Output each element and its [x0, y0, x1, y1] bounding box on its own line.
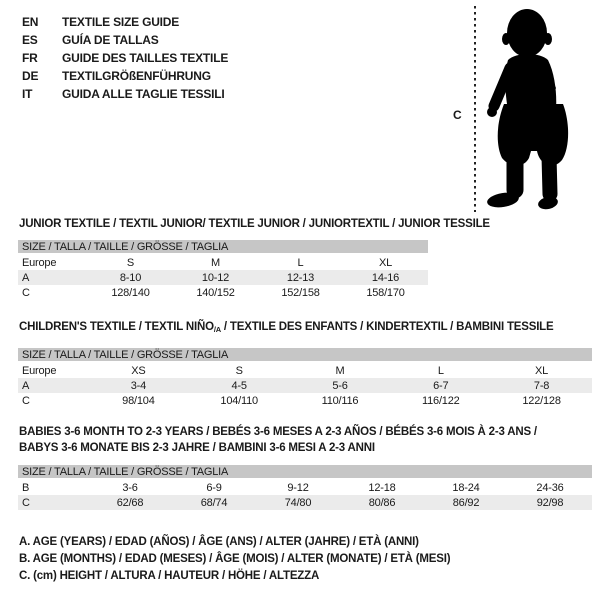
value-cell: 152/158	[281, 286, 320, 299]
language-label: GUÍA DE TALLAS	[62, 33, 159, 47]
section-title-children	[19, 321, 553, 334]
section-title-babies	[19, 424, 537, 456]
value-cell: 6-7	[433, 379, 449, 392]
language-label: GUIDA ALLE TAGLIE TESSILI	[62, 87, 225, 101]
language-code: ES	[22, 33, 38, 47]
legend-line-b: B. AGE (MONTHS) / EDAD (MESES) / ÂGE (MOIS) / ALTER (MONATE) / ETÀ (MESI)	[19, 553, 451, 565]
language-label: TEXTILE SIZE GUIDE	[62, 15, 180, 29]
value-cell: 110/116	[321, 394, 359, 407]
language-code: EN	[22, 15, 39, 29]
size-cell: S	[235, 364, 243, 377]
children-size-table	[18, 348, 592, 408]
baby-silhouette-icon	[486, 6, 582, 212]
language-code: FR	[22, 51, 38, 65]
language-row	[22, 67, 228, 85]
value-cell: 10-12	[201, 271, 230, 284]
table-header-band: SIZE / TALLA / TAILLE / GRÖSSE / TAGLIA	[18, 348, 592, 361]
value-cell: 4-5	[231, 379, 247, 392]
value-cell: 122/128	[522, 394, 561, 407]
value-cell: 7-8	[533, 379, 550, 392]
value-cell: 24-36	[536, 481, 564, 494]
row-label: C	[22, 394, 30, 407]
size-cell: M	[335, 364, 345, 377]
value-cell: 86/92	[452, 496, 480, 509]
language-label: TEXTILGRÖßENFÜHRUNG	[62, 69, 211, 83]
size-cell: M	[211, 256, 220, 269]
legend-line-c: C. (cm) HEIGHT / ALTURA / HAUTEUR / HÖHE / ALTEZZA	[19, 570, 320, 582]
value-cell: 3-6	[122, 481, 138, 494]
value-cell: 12-18	[368, 481, 396, 494]
junior-size-table	[18, 240, 428, 300]
babies-size-table	[18, 465, 592, 510]
table-row	[18, 363, 592, 378]
table-row	[18, 393, 592, 408]
value-cell: 98/104	[122, 394, 155, 407]
value-cell: 68/74	[200, 496, 228, 509]
row-label: Europe	[22, 256, 57, 269]
value-cell: 6-9	[206, 481, 222, 494]
language-row	[22, 13, 228, 31]
row-label: B	[22, 481, 30, 494]
table-row	[18, 378, 592, 393]
title-text: / TEXTILE DES ENFANTS / KINDERTEXTIL / BAMBINI TESSILE	[220, 321, 554, 333]
value-cell: 74/80	[284, 496, 312, 509]
size-cell: S	[126, 256, 135, 269]
language-row	[22, 85, 228, 103]
value-cell: 116/122	[422, 394, 460, 407]
row-label: A	[22, 271, 30, 284]
language-code: DE	[22, 69, 39, 83]
table-row	[18, 495, 592, 510]
row-label: A	[22, 379, 30, 392]
row-label: C	[22, 286, 30, 299]
size-cell: L	[297, 256, 304, 269]
value-cell: 80/86	[368, 496, 396, 509]
value-cell: 5-6	[332, 379, 348, 392]
table-row	[18, 285, 428, 300]
value-cell: 104/110	[220, 394, 258, 407]
value-cell: 158/170	[366, 286, 405, 299]
legend-line-a: A. AGE (YEARS) / EDAD (AÑOS) / ÂGE (ANS) / ALTER (JAHRE) / ETÀ (ANNI)	[19, 536, 419, 548]
value-cell: 18-24	[452, 481, 480, 494]
table-header-band: SIZE / TALLA / TAILLE / GRÖSSE / TAGLIA	[18, 465, 592, 478]
table-row	[18, 480, 592, 495]
language-row	[22, 49, 228, 67]
language-list	[22, 13, 228, 103]
value-cell: 3-4	[130, 379, 147, 392]
value-cell: 9-12	[287, 481, 309, 494]
value-cell: 92/98	[536, 496, 564, 509]
row-label: C	[22, 496, 30, 509]
table-header-band: SIZE / TALLA / TAILLE / GRÖSSE / TAGLIA	[18, 240, 428, 253]
title-text: CHILDREN'S TEXTILE / TEXTIL NIÑO	[19, 321, 214, 333]
value-cell: 14-16	[371, 271, 400, 284]
value-cell: 128/140	[111, 286, 150, 299]
size-cell: XS	[131, 364, 146, 377]
size-cell: XL	[378, 256, 393, 269]
language-code: IT	[22, 87, 33, 101]
table-row	[18, 270, 428, 285]
value-cell: 62/68	[116, 496, 144, 509]
row-label: Europe	[22, 364, 57, 377]
value-cell: 8-10	[119, 271, 142, 284]
table-row	[18, 255, 428, 270]
title-line-2: BABYS 3-6 MONATE BIS 2-3 JAHRE / BAMBINI 3-6 MESI A 2-3 ANNI	[19, 442, 375, 454]
title-line-1: BABIES 3-6 MONTH TO 2-3 YEARS / BEBÉS 3-6 MESES A 2-3 AÑOS / BÉBÉS 3-6 MOIS À 2-3 ANS /	[19, 426, 537, 438]
value-cell: 12-13	[286, 271, 315, 284]
legend	[19, 534, 450, 585]
language-row	[22, 31, 228, 49]
size-cell: L	[437, 364, 444, 377]
language-label: GUIDE DES TAILLES TEXTILE	[62, 51, 229, 65]
title-subscript: /A	[213, 325, 221, 334]
value-cell: 140/152	[196, 286, 235, 299]
size-cell: XL	[535, 364, 549, 377]
height-measure-dashed-line	[474, 6, 476, 212]
section-title-junior: JUNIOR TEXTILE / TEXTIL JUNIOR/ TEXTILE JUNIOR / JUNIORTEXTIL / JUNIOR TESSILE	[19, 218, 490, 230]
height-measure-label: C	[453, 108, 462, 122]
